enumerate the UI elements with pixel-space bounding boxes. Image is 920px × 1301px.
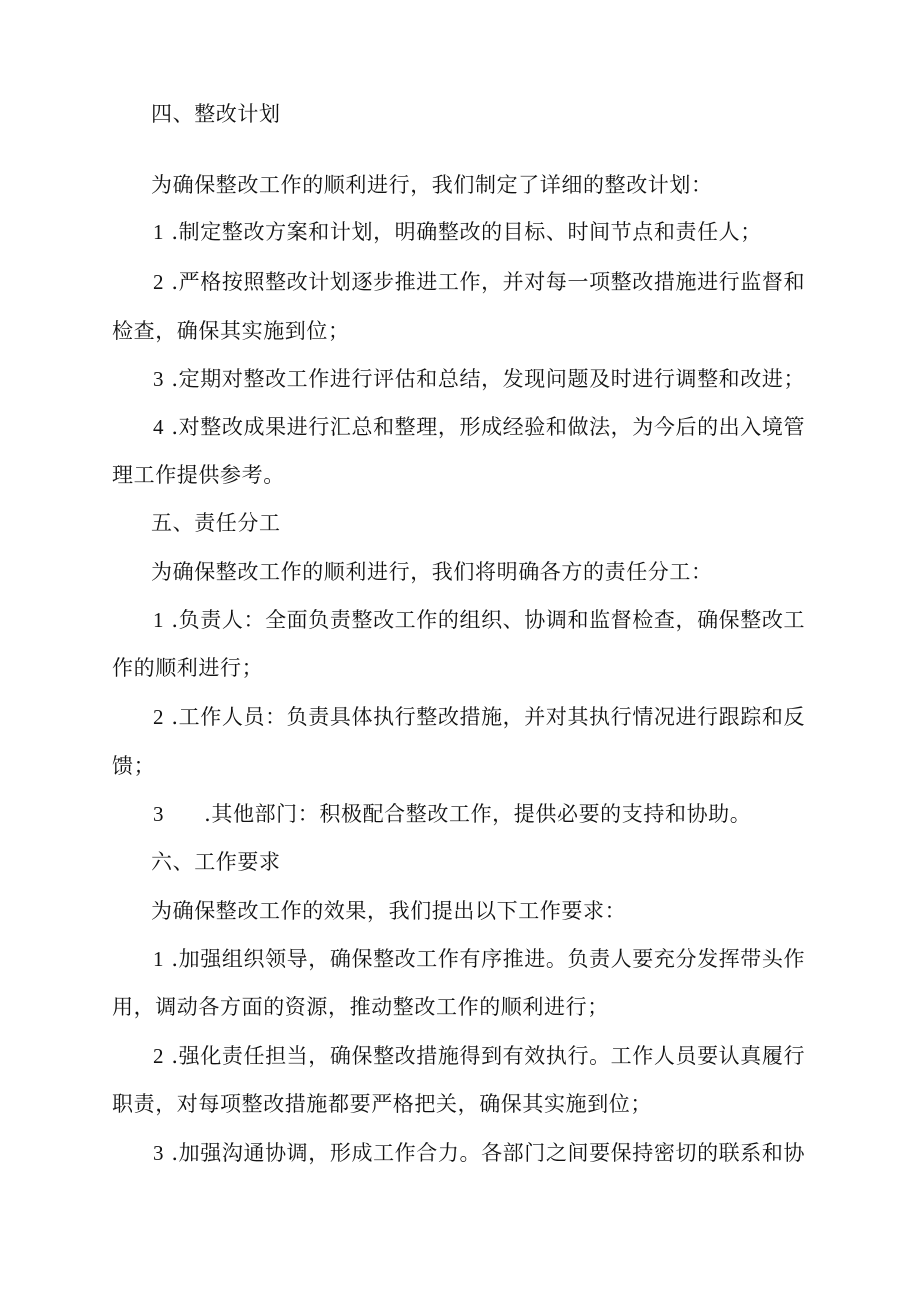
- list-number: 2: [153, 1044, 165, 1068]
- list-item: [153, 413, 805, 441]
- list-number: 4: [153, 415, 165, 439]
- list-text-continuation: 职责，对每项整改措施都要严格把关，确保其实施到位；: [112, 1092, 652, 1116]
- list-item: [153, 945, 805, 973]
- list-number: 2: [153, 705, 165, 729]
- list-item: [153, 218, 762, 246]
- list-item: [153, 365, 805, 393]
- list-text: .工作人员：负责具体执行整改措施，并对其执行情况进行跟踪和反: [171, 705, 806, 729]
- list-text: .其他部门：积极配合整改工作，提供必要的支持和协助。: [204, 802, 752, 826]
- section-heading: 六、工作要求: [151, 850, 281, 874]
- list-number: 3: [153, 802, 165, 826]
- list-text: .加强组织领导，确保整改工作有序推进。负责人要充分发挥带头作: [171, 947, 806, 971]
- list-number: 1: [153, 947, 165, 971]
- list-text: .加强沟通协调，形成工作合力。各部门之间要保持密切的联系和协: [171, 1141, 806, 1165]
- list-text: .制定整改方案和计划，明确整改的目标、时间节点和责任人；: [171, 220, 762, 244]
- paragraph: 为确保整改工作的效果，我们提出以下工作要求：: [151, 899, 627, 923]
- paragraph: 为确保整改工作的顺利进行，我们制定了详细的整改计划：: [151, 173, 713, 197]
- paragraph: 为确保整改工作的顺利进行，我们将明确各方的责任分工：: [151, 560, 713, 584]
- list-number: 1: [153, 220, 165, 244]
- list-text: .对整改成果进行汇总和整理，形成经验和做法，为今后的出入境管: [171, 415, 806, 439]
- list-text: .定期对整改工作进行评估和总结，发现问题及时进行调整和改进；: [171, 367, 806, 391]
- list-text-continuation: 作的顺利进行；: [112, 656, 264, 680]
- list-text-continuation: 用，调动各方面的资源，推动整改工作的顺利进行；: [112, 995, 609, 1019]
- list-text: .严格按照整改计划逐步推进工作，并对每一项整改措施进行监督和: [171, 270, 806, 294]
- list-item: [153, 268, 805, 296]
- list-item: [153, 1042, 805, 1070]
- list-item: [153, 1139, 805, 1167]
- section-heading: 四、整改计划: [151, 102, 281, 126]
- list-item: [153, 703, 805, 731]
- list-text: .强化责任担当，确保整改措施得到有效执行。工作人员要认真履行: [171, 1044, 806, 1068]
- list-number: 1: [153, 608, 165, 632]
- list-number: 2: [153, 270, 165, 294]
- section-heading: 五、责任分工: [151, 511, 281, 535]
- list-text-continuation: 理工作提供参考。: [112, 463, 285, 487]
- list-number: 3: [153, 367, 165, 391]
- list-text-continuation: 馈；: [112, 754, 156, 778]
- list-text: .负责人：全面负责整改工作的组织、协调和监督检查，确保整改工: [171, 608, 806, 632]
- list-number: 3: [153, 1141, 165, 1165]
- list-item: [153, 800, 751, 828]
- list-text-continuation: 检查，确保其实施到位；: [112, 319, 350, 343]
- list-item: [153, 606, 805, 634]
